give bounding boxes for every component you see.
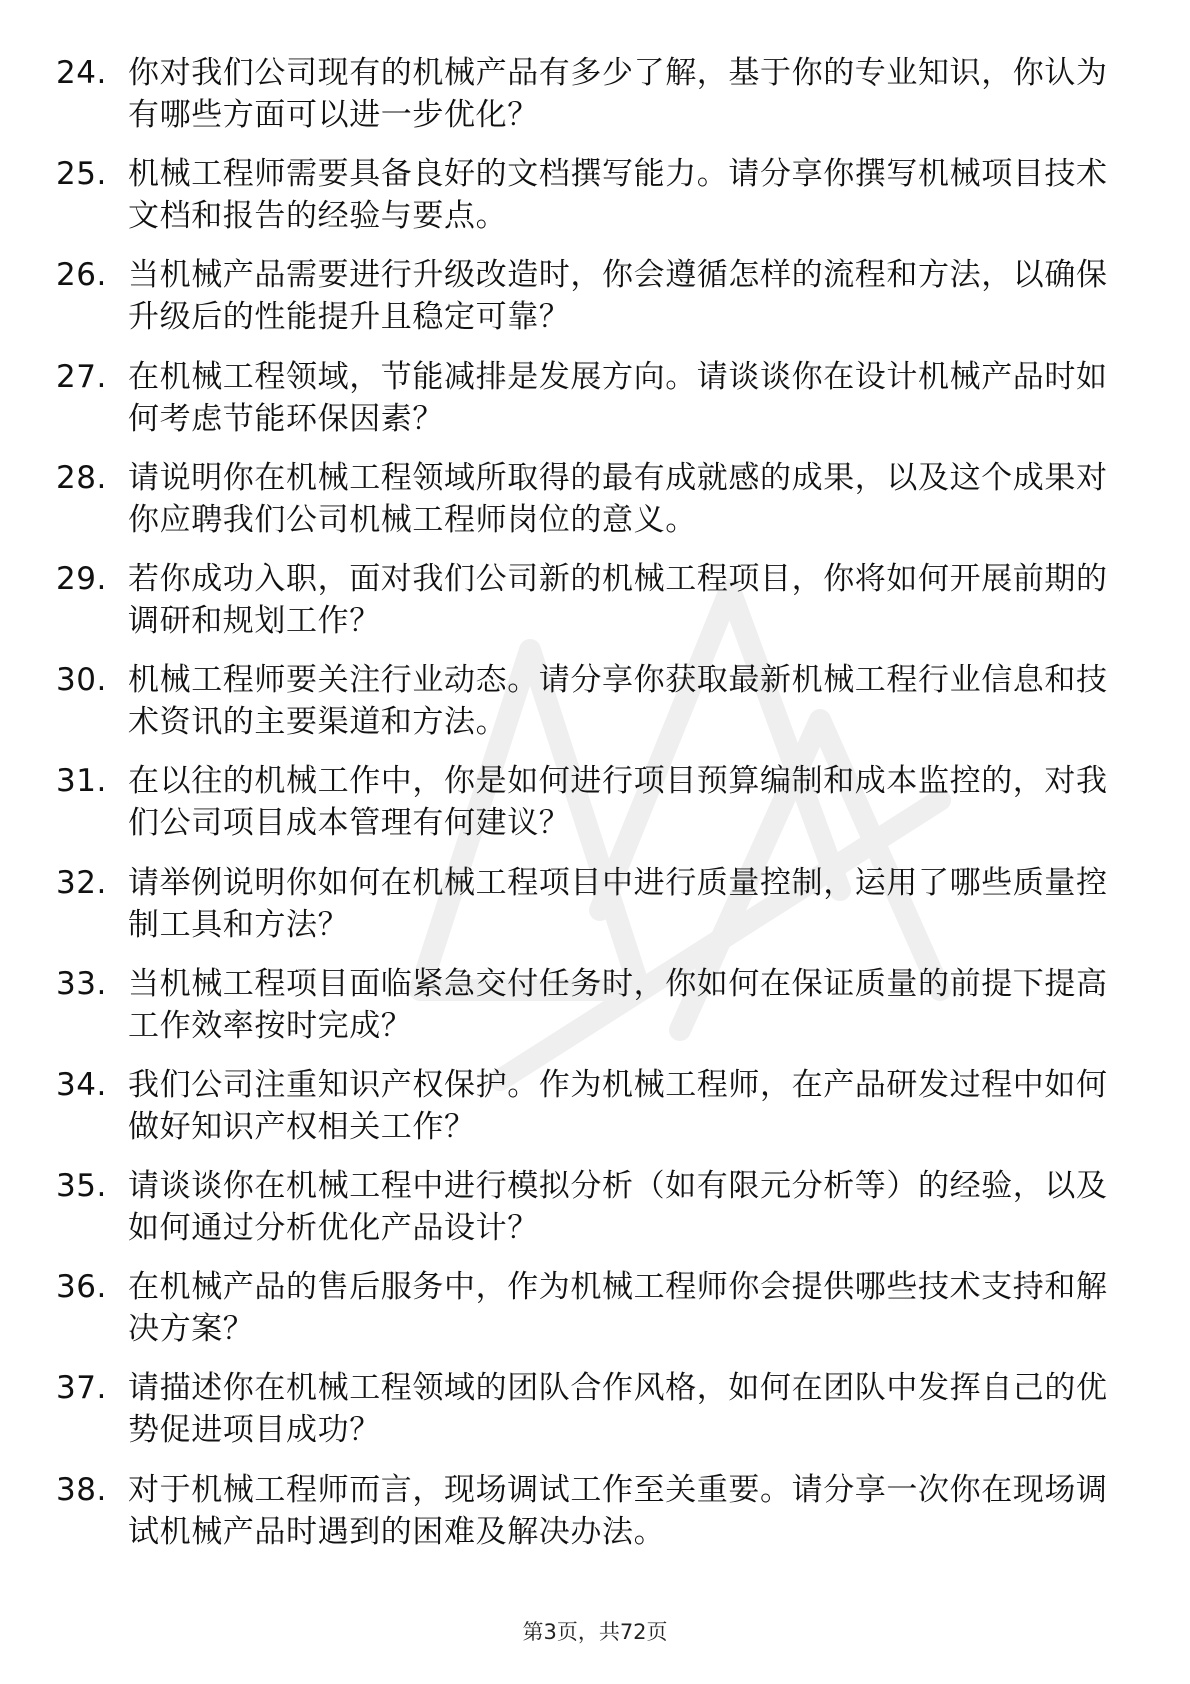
question-text: 请说明你在机械工程领域所取得的最有成就感的成果，以及这个成果对你应聘我们公司机械工程师岗位的意义。 [128, 459, 1108, 538]
question-item [56, 862, 1116, 946]
question-number: 33. [56, 965, 107, 1002]
question-item [56, 558, 1116, 642]
question-number: 24. [56, 55, 107, 91]
question-item [56, 457, 1116, 541]
question-text: 你对我们公司现有的机械产品有多少了解，基于你的专业知识，你认为有哪些方面可以进一步优化？ [128, 55, 1108, 133]
question-number: 30. [56, 662, 107, 699]
question-text: 在机械产品的售后服务中，作为机械工程师你会提供哪些技术支持和解决方案？ [128, 1269, 1108, 1348]
question-text: 机械工程师要关注行业动态。请分享你获取最新机械工程行业信息和技术资讯的主要渠道和方法。 [128, 662, 1108, 741]
question-number: 27. [56, 358, 107, 395]
question-number: 26. [56, 257, 107, 294]
question-item [56, 1064, 1116, 1148]
question-item [56, 1165, 1116, 1249]
question-item [56, 963, 1116, 1047]
page-number: 第3页，共72页 [522, 1620, 668, 1644]
question-number: 31. [56, 763, 107, 800]
question-text: 当机械产品需要进行升级改造时，你会遵循怎样的流程和方法，以确保升级后的性能提升且稳定可靠？ [128, 257, 1108, 336]
question-item [56, 1266, 1116, 1350]
question-text: 在以往的机械工作中，你是如何进行项目预算编制和成本监控的，对我们公司项目成本管理有何建议？ [128, 763, 1108, 842]
question-number: 35. [56, 1168, 107, 1205]
question-text: 在机械工程领域，节能减排是发展方向。请谈谈你在设计机械产品时如何考虑节能环保因素？ [128, 358, 1108, 437]
question-text: 当机械工程项目面临紧急交付任务时，你如何在保证质量的前提下提高工作效率按时完成？ [128, 965, 1108, 1044]
question-number: 28. [56, 459, 107, 496]
question-number: 37. [56, 1370, 107, 1407]
question-text: 若你成功入职，面对我们公司新的机械工程项目，你将如何开展前期的调研和规划工作？ [128, 560, 1108, 639]
question-number: 29. [56, 560, 107, 597]
question-text: 请举例说明你如何在机械工程项目中进行质量控制，运用了哪些质量控制工具和方法？ [128, 864, 1108, 943]
question-list [56, 52, 1116, 1570]
question-item [56, 659, 1116, 743]
question-item [56, 356, 1116, 440]
question-number: 36. [56, 1269, 107, 1306]
question-text: 对于机械工程师而言，现场调试工作至关重要。请分享一次你在现场调试机械产品时遇到的困难及解决办法。 [128, 1471, 1108, 1550]
question-text: 请描述你在机械工程领域的团队合作风格，如何在团队中发挥自己的优势促进项目成功？ [128, 1370, 1108, 1449]
question-number: 25. [56, 156, 107, 193]
question-item [56, 52, 1116, 136]
question-text: 我们公司注重知识产权保护。作为机械工程师，在产品研发过程中如何做好知识产权相关工作？ [128, 1066, 1108, 1145]
question-item [56, 1367, 1116, 1451]
question-number: 34. [56, 1066, 107, 1103]
question-item [56, 153, 1116, 237]
question-text: 机械工程师需要具备良好的文档撰写能力。请分享你撰写机械项目技术文档和报告的经验与要点。 [128, 156, 1108, 235]
question-item [56, 254, 1116, 338]
question-text: 请谈谈你在机械工程中进行模拟分析（如有限元分析等）的经验，以及如何通过分析优化产品设计？ [128, 1168, 1108, 1247]
question-item [56, 760, 1116, 844]
question-item [56, 1469, 1116, 1553]
question-number: 32. [56, 864, 107, 901]
question-number: 38. [56, 1471, 107, 1508]
